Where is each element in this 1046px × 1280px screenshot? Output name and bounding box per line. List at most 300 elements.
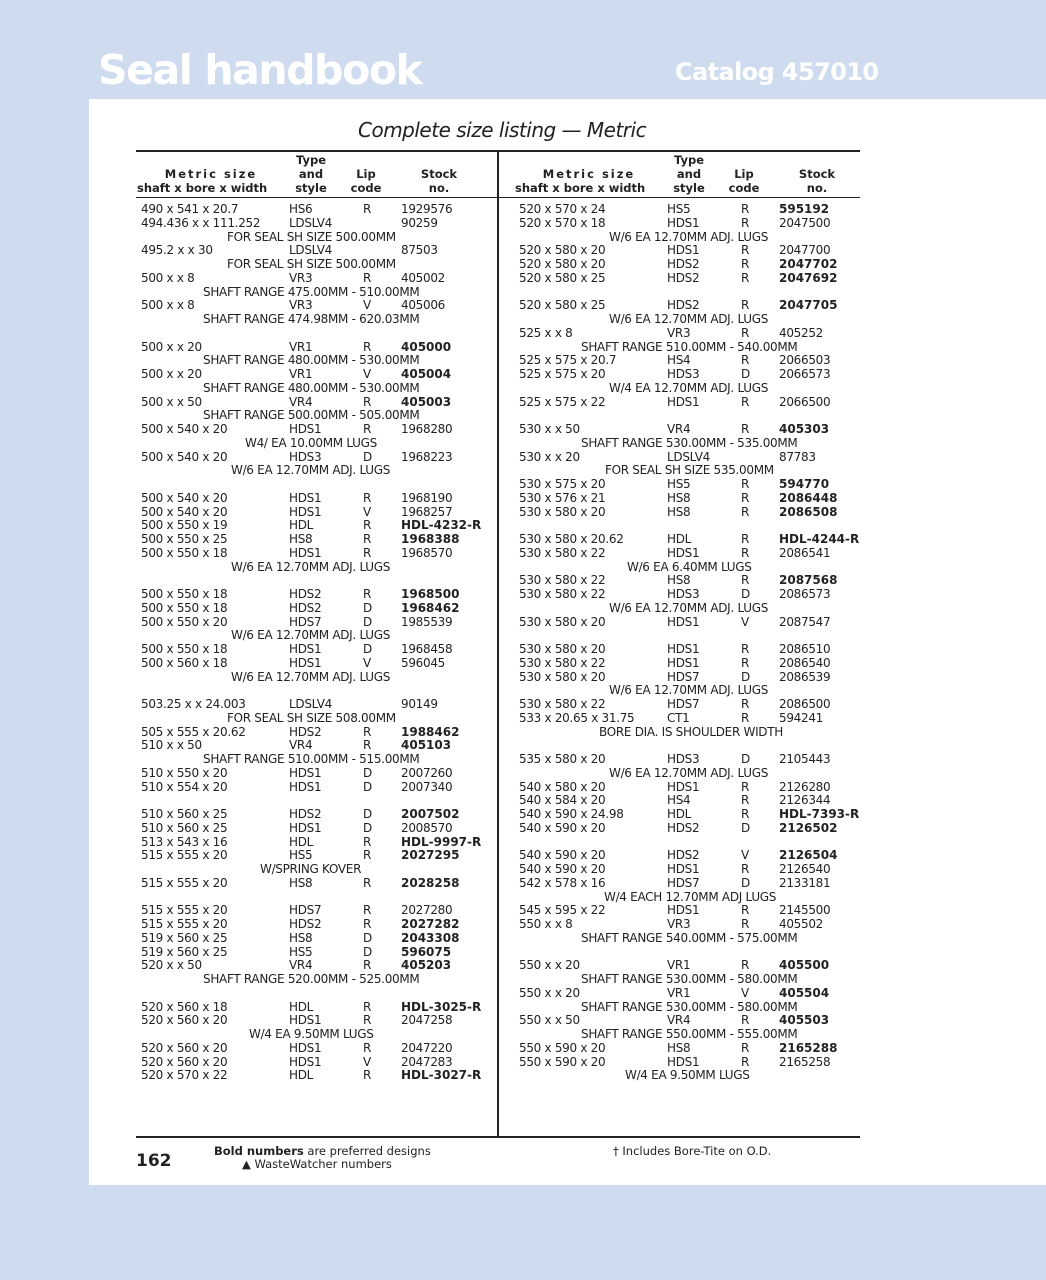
size-row xyxy=(519,863,859,877)
row-note: SHAFT RANGE 520.00MM - 525.00MM xyxy=(203,972,420,986)
size-cell: 490 x 541 x 20.7 xyxy=(141,202,239,216)
stock-cell: 2043308 xyxy=(401,930,460,945)
type-cell: HS5 xyxy=(667,202,691,216)
size-row xyxy=(519,822,859,836)
lip-cell: V xyxy=(741,848,749,863)
type-cell: HS8 xyxy=(289,930,313,945)
type-cell: VR3 xyxy=(289,270,313,285)
size-row xyxy=(141,643,491,657)
size-cell: 520 x x 50 xyxy=(141,958,202,973)
size-cell: 540 x 580 x 20 xyxy=(519,779,606,794)
size-row xyxy=(141,547,491,561)
lip-cell: R xyxy=(741,642,750,656)
lip-cell: R xyxy=(741,655,750,670)
size-cell: 540 x 584 x 20 xyxy=(519,793,606,808)
stock-cell: 405203 xyxy=(401,958,452,973)
lip-cell: R xyxy=(741,490,750,505)
stock-cell: 2133181 xyxy=(779,875,831,890)
stock-cell: 2087568 xyxy=(779,573,838,588)
type-cell: LDSLV4 xyxy=(667,449,710,464)
stock-cell: 1968500 xyxy=(401,587,460,601)
size-row xyxy=(519,451,859,465)
size-cell: 520 x 580 x 25 xyxy=(519,270,606,285)
row-note: SHAFT RANGE 474.98MM - 620.03MM xyxy=(203,312,420,326)
lip-cell: D xyxy=(741,669,750,684)
lip-cell: V xyxy=(363,655,371,670)
size-row xyxy=(141,272,491,286)
lip-cell: R xyxy=(363,587,372,601)
size-row xyxy=(519,506,859,520)
stock-cell: 405000 xyxy=(401,339,452,354)
size-cell: 520 x 560 x 18 xyxy=(141,999,228,1014)
lip-cell: R xyxy=(363,518,372,533)
lip-cell: R xyxy=(363,738,372,753)
stock-cell: 2047500 xyxy=(779,215,831,230)
size-cell: 533 x 20.65 x 31.75 xyxy=(519,710,635,725)
stock-cell: 2027280 xyxy=(401,903,453,918)
row-note: W/SPRING KOVER xyxy=(260,862,362,876)
type-cell: HDS1 xyxy=(289,504,322,519)
type-cell: HDS3 xyxy=(667,367,700,381)
size-row xyxy=(141,1042,491,1056)
size-cell: 520 x 570 x 18 xyxy=(519,215,606,230)
stock-cell: 2165288 xyxy=(779,1040,838,1055)
size-cell: 530 x 580 x 20 xyxy=(519,614,606,629)
size-cell: 500 x x 20 xyxy=(141,367,202,381)
size-row xyxy=(519,959,859,973)
stock-cell: 405006 xyxy=(401,298,446,313)
size-row xyxy=(141,602,491,616)
row-spacer xyxy=(519,519,859,533)
type-cell: HDS1 xyxy=(289,545,322,560)
type-cell: HS5 xyxy=(667,477,691,491)
type-cell: HDS1 xyxy=(667,545,700,560)
row-note: W/4 EA 12.70MM ADJ. LUGS xyxy=(609,380,769,395)
stock-cell: 2007260 xyxy=(401,765,453,780)
header-type-style: style xyxy=(673,181,705,195)
size-row xyxy=(519,492,859,506)
lip-cell: R xyxy=(363,532,372,546)
handbook-brand-title: Seal handbook xyxy=(98,46,422,94)
type-cell: VR3 xyxy=(289,298,313,313)
size-row xyxy=(141,767,491,781)
bold-legend-label: Bold numbers xyxy=(214,1144,304,1158)
stock-cell: HDL-3025-R xyxy=(401,999,482,1014)
row-note: W/6 EA 12.70MM ADJ. LUGS xyxy=(231,628,391,643)
type-cell: HS8 xyxy=(289,532,313,546)
size-row xyxy=(519,1014,859,1028)
type-cell: HS8 xyxy=(667,490,691,505)
size-cell: 500 x 550 x 18 xyxy=(141,642,228,656)
size-row xyxy=(519,423,859,437)
stock-cell: 405103 xyxy=(401,738,452,753)
type-cell: HDS1 xyxy=(289,642,322,656)
size-cell: 530 x 580 x 22 xyxy=(519,545,606,560)
type-cell: HDS1 xyxy=(667,215,700,230)
lip-cell: R xyxy=(741,793,750,808)
stock-cell: 87503 xyxy=(401,243,438,258)
size-row xyxy=(519,588,859,602)
stock-cell: 90259 xyxy=(401,215,438,230)
boretite-legend: † Includes Bore-Tite on O.D. xyxy=(613,1144,772,1158)
stock-cell: 405503 xyxy=(779,1013,830,1028)
size-row xyxy=(519,794,859,808)
size-cell: 520 x 580 x 20 xyxy=(519,243,606,258)
size-cell: 540 x 590 x 20 xyxy=(519,820,606,835)
stock-cell: 2126344 xyxy=(779,793,831,808)
stock-cell: 405003 xyxy=(401,394,452,409)
row-note: W/6 EA 12.70MM ADJ. LUGS xyxy=(231,559,391,574)
stock-cell: 2086540 xyxy=(779,655,831,670)
lip-cell: V xyxy=(363,367,371,381)
size-row xyxy=(141,396,491,410)
type-cell: HDS1 xyxy=(667,655,700,670)
size-row xyxy=(519,698,859,712)
lip-cell: R xyxy=(741,1040,750,1055)
size-cell: 515 x 555 x 20 xyxy=(141,917,228,931)
size-row xyxy=(519,533,859,547)
size-row xyxy=(519,918,859,932)
stock-cell: 594241 xyxy=(779,710,824,725)
stock-cell: 596045 xyxy=(401,655,446,670)
size-cell: 530 x 580 x 20 xyxy=(519,669,606,684)
size-row xyxy=(519,272,859,286)
size-cell: 535 x 580 x 20 xyxy=(519,752,606,766)
stock-cell: 2086508 xyxy=(779,504,838,519)
row-spacer xyxy=(141,478,491,492)
stock-cell: 1988462 xyxy=(401,724,460,739)
size-cell: 500 x 550 x 18 xyxy=(141,587,228,601)
size-row xyxy=(141,423,491,437)
row-note: W/6 EA 12.70MM ADJ. LUGS xyxy=(231,669,391,684)
row-note: SHAFT RANGE 550.00MM - 555.00MM xyxy=(581,1027,798,1041)
header-type-and: and xyxy=(676,167,702,181)
type-cell: HDS2 xyxy=(667,848,700,863)
type-cell: VR1 xyxy=(667,985,691,1000)
lip-cell: R xyxy=(363,848,372,863)
column-divider xyxy=(497,150,499,1137)
stock-cell: 2086573 xyxy=(779,587,831,601)
row-note: SHAFT RANGE 480.00MM - 530.00MM xyxy=(203,380,420,395)
stock-cell: 2087547 xyxy=(779,614,831,629)
stock-cell: 1968458 xyxy=(401,642,453,656)
lip-cell: R xyxy=(363,1013,372,1028)
row-spacer xyxy=(141,987,491,1001)
size-row xyxy=(141,808,491,822)
row-note: BORE DIA. IS SHOULDER WIDTH xyxy=(599,724,784,739)
row-note: SHAFT RANGE 530.00MM - 535.00MM xyxy=(581,435,798,450)
lip-cell: R xyxy=(741,394,750,409)
lip-cell: R xyxy=(741,477,750,491)
size-cell: 495.2 x x 30 xyxy=(141,243,213,258)
type-cell: VR3 xyxy=(667,325,691,340)
header-metric-size: Metric size xyxy=(542,167,636,181)
type-cell: HDS1 xyxy=(289,1013,322,1028)
right-listing xyxy=(519,203,859,1083)
stock-cell: 2086510 xyxy=(779,642,831,656)
lip-cell: R xyxy=(741,504,750,519)
stock-cell: 1985539 xyxy=(401,614,453,629)
size-cell: 530 x 575 x 20 xyxy=(519,477,606,491)
size-row xyxy=(519,616,859,630)
row-spacer xyxy=(519,286,859,300)
type-cell: HDS1 xyxy=(667,903,700,918)
lip-cell: R xyxy=(741,958,750,973)
type-cell: HDS1 xyxy=(289,422,322,436)
lip-cell: D xyxy=(741,875,750,890)
type-cell: HDL xyxy=(289,1068,314,1083)
size-row xyxy=(519,327,859,341)
size-cell: 520 x 570 x 24 xyxy=(519,202,606,216)
stock-cell: 90149 xyxy=(401,697,438,711)
lip-cell: D xyxy=(363,779,372,794)
size-row xyxy=(141,657,491,671)
stock-cell: 2066503 xyxy=(779,353,831,368)
lip-cell: D xyxy=(741,820,750,835)
size-cell: 500 x 550 x 19 xyxy=(141,518,228,533)
size-cell: 520 x 580 x 25 xyxy=(519,298,606,313)
lip-cell: D xyxy=(363,807,372,821)
lip-cell: V xyxy=(363,1054,371,1069)
type-cell: HDS1 xyxy=(667,614,700,629)
lip-cell: D xyxy=(363,642,372,656)
lip-cell: D xyxy=(363,600,372,615)
lip-cell: R xyxy=(363,958,372,973)
type-cell: VR4 xyxy=(667,1013,691,1028)
lip-cell: R xyxy=(363,394,372,409)
size-row xyxy=(519,1042,859,1056)
size-cell: 510 x 550 x 20 xyxy=(141,765,228,780)
type-cell: HDS1 xyxy=(667,394,700,409)
wastewatcher-legend: ▲ WasteWatcher numbers xyxy=(242,1157,392,1171)
size-cell: 530 x 580 x 20 xyxy=(519,504,606,519)
stock-cell: HDL-4232-R xyxy=(401,518,482,533)
type-cell: HDS2 xyxy=(667,270,700,285)
size-cell: 505 x 555 x 20.62 xyxy=(141,724,246,739)
type-cell: CT1 xyxy=(667,710,690,725)
size-cell: 510 x x 50 xyxy=(141,738,202,753)
type-cell: HS8 xyxy=(667,573,691,588)
type-cell: HDS7 xyxy=(289,614,322,629)
lip-cell: R xyxy=(741,903,750,918)
size-cell: 520 x 560 x 20 xyxy=(141,1040,228,1055)
size-cell: 550 x x 50 xyxy=(519,1013,580,1028)
size-row xyxy=(519,368,859,382)
lip-cell: R xyxy=(363,422,372,436)
size-row xyxy=(519,203,859,217)
stock-cell: 1968280 xyxy=(401,422,453,436)
size-cell: 520 x 560 x 20 xyxy=(141,1013,228,1028)
type-cell: HS8 xyxy=(667,504,691,519)
lip-cell: R xyxy=(363,490,372,505)
type-cell: HDS1 xyxy=(289,490,322,505)
row-note: W4/ EA 10.00MM LUGS xyxy=(245,435,377,450)
lip-cell: R xyxy=(741,710,750,725)
size-row xyxy=(519,643,859,657)
lip-cell: R xyxy=(741,1013,750,1028)
header-type: Type xyxy=(673,153,704,167)
size-cell: 515 x 555 x 20 xyxy=(141,848,228,863)
stock-cell: 2028258 xyxy=(401,875,460,890)
type-cell: HDS2 xyxy=(289,724,322,739)
row-spacer xyxy=(519,739,859,753)
lip-cell: D xyxy=(363,944,372,959)
lip-cell: R xyxy=(741,807,750,821)
stock-cell: 2047692 xyxy=(779,270,838,285)
row-note: W/6 EA 12.70MM ADJ. LUGS xyxy=(609,600,769,615)
row-note: W/4 EA 9.50MM LUGS xyxy=(249,1027,374,1041)
type-cell: HDS2 xyxy=(289,587,322,601)
header-stock: Stock xyxy=(798,167,836,181)
size-cell: 500 x 560 x 18 xyxy=(141,655,228,670)
size-cell: 530 x 576 x 21 xyxy=(519,490,606,505)
row-spacer xyxy=(141,574,491,588)
type-cell: HDS1 xyxy=(667,243,700,258)
size-row xyxy=(141,451,491,465)
stock-cell: 405303 xyxy=(779,422,830,436)
lip-cell: R xyxy=(363,1040,372,1055)
lip-cell: R xyxy=(741,215,750,230)
stock-cell: HDL-3027-R xyxy=(401,1068,482,1083)
size-row xyxy=(519,354,859,368)
size-row xyxy=(141,822,491,836)
size-cell: 540 x 590 x 20 xyxy=(519,848,606,863)
row-note: W/6 EA 12.70MM ADJ. LUGS xyxy=(609,683,769,698)
lip-cell: R xyxy=(363,903,372,918)
size-cell: 520 x 560 x 20 xyxy=(141,1054,228,1069)
stock-cell: 2126540 xyxy=(779,862,831,876)
type-cell: HS6 xyxy=(289,202,313,216)
lip-cell: R xyxy=(741,779,750,794)
row-note: SHAFT RANGE 510.00MM - 540.00MM xyxy=(581,339,798,354)
type-cell: VR4 xyxy=(289,738,313,753)
size-cell: 525 x 575 x 20.7 xyxy=(519,353,617,368)
stock-cell: 2086500 xyxy=(779,697,831,711)
stock-cell: 2047705 xyxy=(779,298,838,313)
type-cell: HS8 xyxy=(667,1040,691,1055)
size-row xyxy=(141,1056,491,1070)
size-cell: 519 x 560 x 25 xyxy=(141,944,228,959)
size-cell: 530 x 580 x 22 xyxy=(519,697,606,711)
size-row xyxy=(519,217,859,231)
lip-cell: D xyxy=(741,752,750,766)
size-row xyxy=(141,726,491,740)
row-note: W/4 EA 9.50MM LUGS xyxy=(625,1068,750,1083)
row-note: W/4 EACH 12.70MM ADJ LUGS xyxy=(604,889,777,904)
row-note: SHAFT RANGE 500.00MM - 505.00MM xyxy=(203,408,420,423)
type-cell: VR1 xyxy=(667,958,691,973)
size-row xyxy=(519,1056,859,1070)
stock-cell: 2126502 xyxy=(779,820,838,835)
size-cell: 510 x 560 x 25 xyxy=(141,820,228,835)
size-cell: 530 x 580 x 20 xyxy=(519,642,606,656)
lip-cell: R xyxy=(741,270,750,285)
size-cell: 520 x 580 x 20 xyxy=(519,257,606,271)
stock-cell: 2007502 xyxy=(401,807,460,821)
size-cell: 500 x x 8 xyxy=(141,270,195,285)
stock-cell: HDL-9997-R xyxy=(401,834,482,849)
lip-cell: D xyxy=(741,367,750,381)
type-cell: HDS1 xyxy=(289,820,322,835)
row-spacer xyxy=(519,629,859,643)
size-row xyxy=(141,904,491,918)
row-spacer xyxy=(519,836,859,850)
stock-cell: 2165258 xyxy=(779,1054,831,1069)
lip-cell: R xyxy=(363,545,372,560)
row-note: SHAFT RANGE 530.00MM - 580.00MM xyxy=(581,999,798,1014)
row-spacer xyxy=(519,946,859,960)
size-row xyxy=(519,877,859,891)
stock-cell: 1929576 xyxy=(401,202,453,216)
page-number: 162 xyxy=(136,1151,172,1171)
row-spacer xyxy=(141,684,491,698)
type-cell: HDL xyxy=(667,532,692,546)
size-cell: 530 x 580 x 22 xyxy=(519,587,606,601)
size-row xyxy=(141,698,491,712)
size-cell: 515 x 555 x 20 xyxy=(141,903,228,918)
stock-cell: 2047283 xyxy=(401,1054,453,1069)
lip-cell: R xyxy=(741,353,750,368)
size-cell: 545 x 595 x 22 xyxy=(519,903,606,918)
size-cell: 500 x 540 x 20 xyxy=(141,449,228,464)
type-cell: HDL xyxy=(289,518,314,533)
lip-cell: R xyxy=(741,862,750,876)
lip-cell: V xyxy=(363,504,371,519)
row-note: FOR SEAL SH SIZE 535.00MM xyxy=(605,463,774,478)
stock-cell: 405504 xyxy=(779,985,830,1000)
size-row xyxy=(141,217,491,231)
size-cell: 500 x 550 x 20 xyxy=(141,614,228,629)
stock-cell: 2126504 xyxy=(779,848,838,863)
size-cell: 500 x 540 x 20 xyxy=(141,504,228,519)
stock-cell: 2066500 xyxy=(779,394,831,409)
stock-cell: 2086541 xyxy=(779,545,831,560)
stock-cell: 2105443 xyxy=(779,752,831,766)
type-cell: HDS2 xyxy=(289,917,322,931)
size-row xyxy=(141,341,491,355)
size-row xyxy=(519,299,859,313)
lip-cell: R xyxy=(741,573,750,588)
stock-cell: 405252 xyxy=(779,325,824,340)
size-row xyxy=(519,547,859,561)
size-cell: 500 x 540 x 20 xyxy=(141,490,228,505)
row-note: W/6 EA 12.70MM ADJ. LUGS xyxy=(609,765,769,780)
type-cell: HDS7 xyxy=(667,875,700,890)
lip-cell: R xyxy=(363,202,372,216)
header-size-sub: shaft x bore x width xyxy=(137,181,268,195)
row-note: SHAFT RANGE 480.00MM - 530.00MM xyxy=(203,353,420,368)
size-cell: 525 x 575 x 22 xyxy=(519,394,606,409)
lip-cell: R xyxy=(363,1068,372,1083)
stock-cell: 2047702 xyxy=(779,257,838,271)
size-cell: 500 x x 8 xyxy=(141,298,195,313)
size-row xyxy=(141,616,491,630)
stock-cell: 2027282 xyxy=(401,917,460,931)
row-spacer xyxy=(141,327,491,341)
size-row xyxy=(519,258,859,272)
type-cell: HS4 xyxy=(667,793,691,808)
size-row xyxy=(141,781,491,795)
row-note: FOR SEAL SH SIZE 500.00MM xyxy=(227,229,396,244)
size-cell: 500 x x 50 xyxy=(141,394,202,409)
size-row xyxy=(519,657,859,671)
size-cell: 530 x x 50 xyxy=(519,422,580,436)
lip-cell: D xyxy=(363,930,372,945)
header-type: Type xyxy=(295,153,326,167)
stock-cell: 2047700 xyxy=(779,243,831,258)
type-cell: LDSLV4 xyxy=(289,215,332,230)
size-row xyxy=(519,478,859,492)
